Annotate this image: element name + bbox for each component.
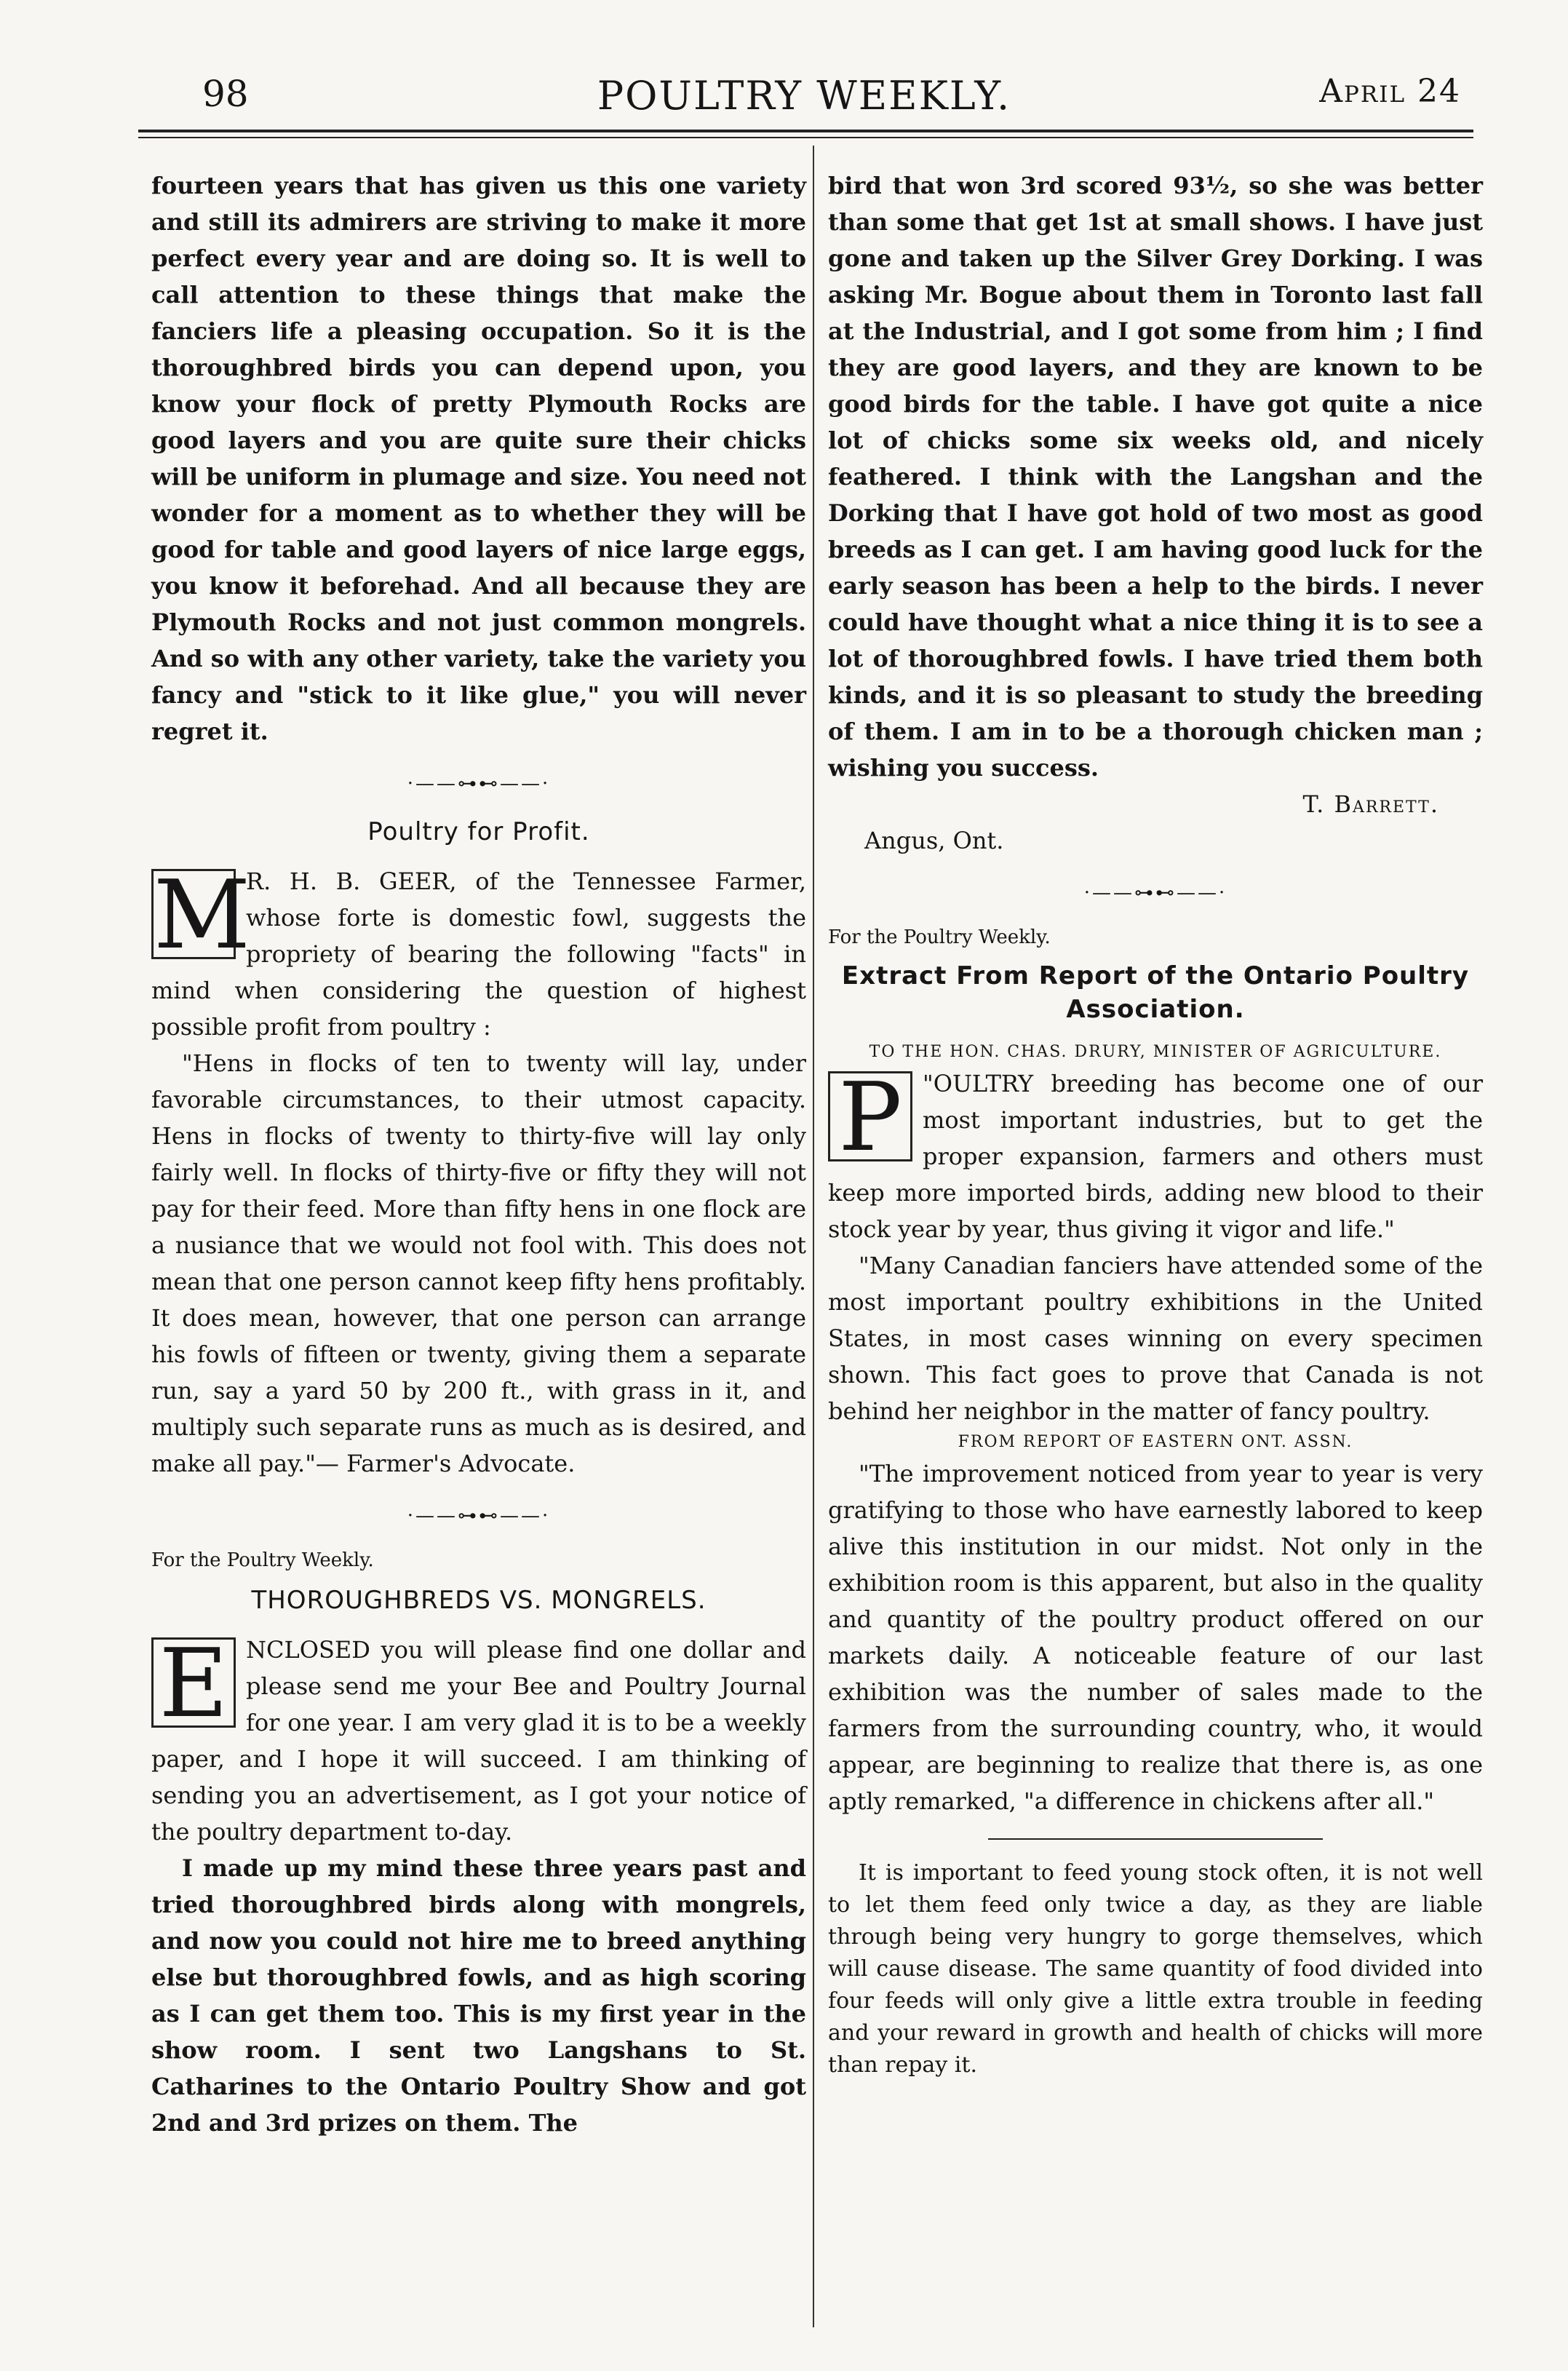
extract-para-1: "OULTRY breeding has become one of our most important industries, but to get the proper expansion, farmers and others must keep more imported birds, adding new blood to their stock year by year, thus giving it vigor and life." [828,1070,1483,1243]
drop-cap-m: M [151,869,236,959]
report-source-line: FROM REPORT OF EASTERN ONT. ASSN. [958,1433,1353,1451]
headline-extract-report: Extract From Report of the Ontario Poultry Association. [841,961,1470,1024]
address-line: TO THE HON. CHAS. DRURY, MINISTER OF AGRICULTURE. [869,1043,1442,1061]
left-column [151,167,806,2141]
right-column [828,167,1483,2081]
drop-cap-e: E [151,1637,236,1728]
letter-continuation: bird that won 3rd scored 93½, so she was better than some that get 1st at small shows. I have just gone and taken up the Silver Grey Dorking. I was asking Mr. Bogue about them in Toronto last fall at the Industrial, and I got some from him ; I find they are good layers, and they are known to be good birds for the table. I have got quite a nice lot of chicks some six weeks old, and nicely feathered. I think with the Langshan and the Dorking that I have got hold of two most as good breeds as I can get. I am having good luck for the early season has been a help to the birds. I never could have thought what a nice thing it is to see a lot of thoroughbred fowls. I have tried them both kinds, and it is so pleasant to study the breeding of them. I am in to be a thorough chicken man ; wishing you success. [828,172,1483,782]
feeding-note: It is important to feed young stock often, it is not well to let them feed only twice a day, as they are liable through being very hungry to gorge themselves, which will cause disease. The same quantity of food divided into four feeds will only give a little extra trouble in feeding and your reward in growth and health of chicks will more than repay it. [828,1860,1483,2078]
section-ornament: ·——⊶⊷——· [407,1505,551,1527]
column-divider [813,146,814,2327]
thor-para-2: I made up my mind these three years past and tried thoroughbred birds along with mongrels, and now you could not hire me to breed anything else but thoroughbred fowls, and as high scoring as I can get them too. This is my first year in the show room. I sent two Langshans to St. Catharines to the Ontario Poultry Show and got 2nd and 3rd prizes on them. The [151,1854,806,2137]
profit-quote: "Hens in flocks of ten to twenty will lay, under favorable circumstances, to their utmost capacity. Hens in flocks of twenty to thirty-five will lay only fairly well. In flocks of thirty-five or fifty they will not pay for their feed. More than fifty hens in one flock are a nusiance that we would not fool with. This does not mean that one person cannot keep fifty hens profitably. It does mean, however, that one person can arrange his fowls of fifteen or twenty, giving them a separate run, say a yard 50 by 200 ft., with grass in it, and multiply such separate runs as much as is desired, and make all pay."— Farmer's Advocate. [151,1049,806,1477]
letter-signature: T. Barrett. [1302,790,1439,818]
article-thoroughbreds [151,1628,806,2141]
headline-thoroughbreds: THOROUGHBREDS VS. MONGRELS. [251,1586,707,1615]
article-extract-report [828,1062,1483,1819]
extract-para-3: "The improvement noticed from year to year is very gratifying to those who have earnestly labored to keep alive this institution in our midst. Not only in the exhibition room is this apparent, but also in the quality and quantity of the poultry product offered on our markets daily. A noticeable feature of our last exhibition was the number of sales made to the farmers from the surrounding country, who, it would appear, are beginning to realize that there is, as one aptly remarked, "a difference in chickens after all." [828,1460,1483,1815]
section-ornament: ·——⊶⊷——· [1083,882,1227,904]
headline-poultry-for-profit: Poultry for Profit. [367,817,590,846]
extract-para-2: "Many Canadian fanciers have attended some of the most important poultry exhibitions in the United States, in most cases winning on every specimen shown. This fact goes to prove that Canada is not behind her neighbor in the matter of fancy poultry. [828,1252,1483,1425]
header-rule-thin [138,137,1473,138]
issue-date: April 24 [1319,73,1461,110]
section-ornament: ·——⊶⊷——· [407,773,551,795]
page-header [131,73,1477,131]
profit-intro: R. H. B. GEER, of the Tennessee Farmer, whose forte is domestic fowl, suggests the propriety of bearing the following "facts" in mind when considering the question of highest possible profit from poultry : [151,867,806,1041]
masthead-title: POULTRY WEEKLY. [597,73,1011,119]
thor-para-1: NCLOSED you will please find one dollar and please send me your Bee and Poultry Journal for one year. I am very glad it is to be a weekly paper, and I hope it will succeed. I am thinking of sending you an advertisement, as I got your notice of the poultry department to-day. [151,1636,806,1846]
page-number: 98 [202,73,249,115]
article-poultry-for-profit [151,859,806,1482]
article-continuation: fourteen years that has given us this one variety and still its admirers are striving to make it more perfect every year and are doing so. It is well to call attention to these things that make the fanciers life a pleasing occupation. So it is the thoroughbred birds you can depend upon, you know your flock of pretty Plymouth Rocks are good layers and you are quite sure their chicks will be uniform in plumage and size. You need not wonder for a moment as to whether they will be good for table and good layers of nice large eggs, you know it beforehad. And all because they are Plymouth Rocks and not just common mongrels. And so with any other variety, take the variety you fancy and "stick to it like glue," you will never regret it. [151,172,806,745]
drop-cap-p: P [828,1071,912,1161]
section-rule [988,1838,1323,1840]
source-line: For the Poultry Weekly. [828,926,1051,948]
letter-place: Angus, Ont. [864,827,1004,854]
header-rule-thick [138,130,1473,132]
source-line: For the Poultry Weekly. [151,1549,374,1571]
